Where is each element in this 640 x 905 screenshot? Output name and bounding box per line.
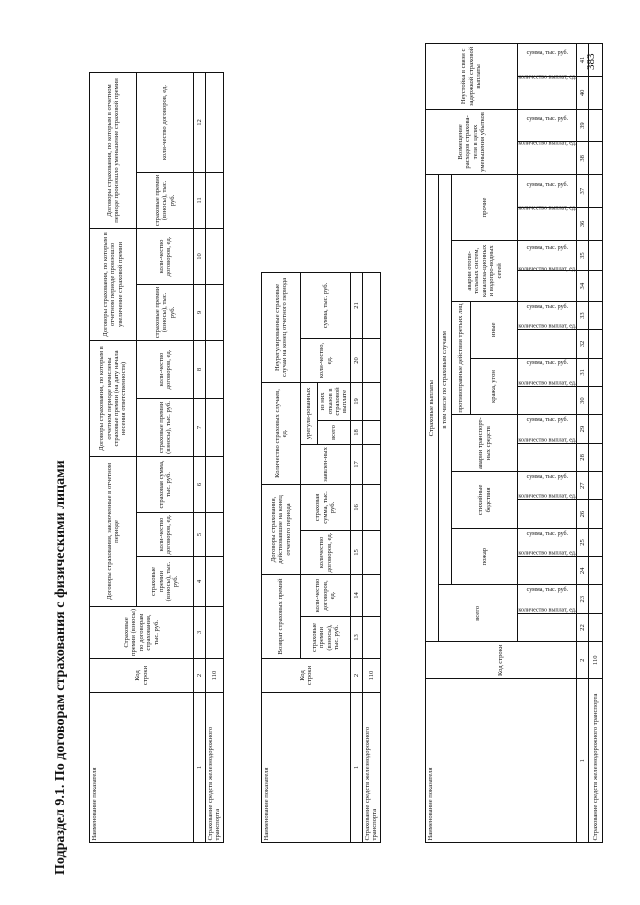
rotated-form-page (45, 43, 605, 883)
data-cell[interactable] (206, 456, 224, 512)
column-number: 22 (577, 613, 589, 641)
header-payouts: Страховые выплаты (426, 175, 439, 642)
column-number: 28 (577, 443, 589, 471)
subheader: страховые премии (взносы), тыс. руб. (137, 284, 194, 340)
data-cell[interactable] (589, 415, 603, 443)
column-number: 16 (351, 484, 363, 530)
column-number: 1 (577, 679, 589, 843)
data-cell[interactable] (206, 513, 224, 557)
header-name: Наименование показателя (426, 679, 577, 843)
subheader-count: количество выплат, ед. (518, 557, 577, 585)
data-cell[interactable] (363, 272, 381, 338)
page-number: 383 (585, 53, 597, 70)
subheader: сумма, тыс. руб. (301, 272, 351, 338)
column-number: 21 (351, 272, 363, 338)
subheader: урегули-рованных (301, 382, 318, 444)
column-number: 15 (351, 530, 363, 574)
row-name: Страхование средств железнодорожного транспорта (589, 679, 603, 843)
subheader: коли-чество договоров, ед. (137, 228, 194, 284)
data-cell[interactable] (589, 330, 603, 358)
header-decrease: Договоры страхования, по которым в отчетном периоде произошло уменьшение страховой премии (90, 72, 137, 228)
subheader-count: количество выплат, ед. (518, 76, 577, 109)
header-name: Наименование показателя (262, 693, 351, 843)
data-cell[interactable] (589, 358, 603, 386)
subheader-sum: сумма, тыс. руб. (518, 175, 577, 208)
column-number: 3 (194, 607, 206, 659)
header-concluded: Договоры страхования, заключенные в отчетном периоде (90, 456, 137, 606)
header-by-cases: в том числе по страховым случаям (439, 175, 452, 585)
column-number: 29 (577, 415, 589, 443)
data-cell[interactable] (206, 557, 224, 607)
header-total: всего (439, 585, 518, 642)
column-number: 27 (577, 472, 589, 500)
data-cell[interactable] (206, 72, 224, 172)
row-name: Страхование средств железнодорожного транспорта (206, 693, 224, 843)
header-increase: Договоры страхования, по которым в отчетном периоде произошло увеличение страховой премии (90, 228, 137, 340)
data-cell[interactable] (589, 557, 603, 585)
data-cell[interactable] (589, 528, 603, 556)
header-name: Наименование показателя (90, 693, 194, 843)
subheader: кража, угон (471, 358, 518, 415)
data-cell[interactable] (589, 76, 603, 109)
column-number: 40 (577, 76, 589, 109)
subheader-sum: сумма, тыс. руб. (518, 472, 577, 500)
data-cell[interactable] (206, 172, 224, 228)
column-number: 1 (351, 693, 363, 843)
row-code: 110 (589, 642, 603, 679)
column-number: 25 (577, 528, 589, 556)
data-cell[interactable] (363, 338, 381, 382)
data-cell[interactable] (206, 284, 224, 340)
subheader-count: количество выплат, ед. (518, 208, 577, 241)
subheader: страховая сумма, тыс. руб. (137, 456, 194, 512)
table-returns-cases (261, 272, 381, 843)
subheader-sum: сумма, тыс. руб. (518, 240, 577, 271)
data-cell[interactable] (589, 44, 603, 77)
data-cell[interactable] (206, 398, 224, 456)
subheader: страховые премии (взносы), тыс. руб. (137, 172, 194, 228)
column-number: 19 (351, 382, 363, 420)
subheader: страховые премии (взносы), тыс. руб. (301, 617, 351, 659)
column-number: 5 (194, 513, 206, 557)
header-code: Код строки (90, 659, 194, 693)
subheader: заявлен-ных (301, 444, 351, 484)
subheader: страховые премии (взносы), тыс. руб. (137, 398, 194, 456)
subheader: коли-чество договоров, ед. (137, 340, 194, 398)
subheader: коли-чество договоров, ед. (137, 513, 194, 557)
column-number: 34 (577, 271, 589, 302)
subheader: коли-чество, ед. (301, 338, 351, 382)
column-number: 41 (577, 44, 589, 77)
subheader-sum: сумма, тыс. руб. (518, 528, 577, 556)
data-cell[interactable] (363, 484, 381, 530)
column-number: 31 (577, 358, 589, 386)
column-number: 10 (194, 228, 206, 284)
data-cell[interactable] (363, 444, 381, 484)
column-number: 39 (577, 109, 589, 142)
header-premiums: Страховые премии (взносы) по договорам страхования, тыс. руб. (90, 607, 194, 659)
column-number: 12 (194, 72, 206, 172)
data-cell[interactable] (363, 420, 381, 444)
subheader: количество договоров, ед. (301, 530, 351, 574)
subheader: страховые премии (взносы), тыс. руб. (137, 557, 194, 607)
header-returned: Возврат страховых премий (262, 574, 301, 658)
header-heating: аварии отопи-тельных систем, канализа-ционных и водопро-водных сетей (452, 240, 518, 301)
subheader-count: количество выплат, ед. (518, 500, 577, 528)
data-cell[interactable] (589, 443, 603, 471)
column-number: 6 (194, 456, 206, 512)
data-cell[interactable] (589, 142, 603, 175)
header-code: Код строки (426, 642, 577, 679)
header-penalty: Неустойка в связи с задержкой страховой выплаты (426, 44, 518, 110)
header-reimbursement: Возмещение расходов страхова-теля в целях уменьшения убытков (426, 109, 518, 174)
header-transport: аварии транспорт-ных средств (452, 415, 518, 472)
column-number: 13 (351, 617, 363, 659)
data-cell[interactable] (589, 175, 603, 208)
subheader-count: количество выплат, ед. (518, 386, 577, 414)
column-number: 32 (577, 330, 589, 358)
data-cell[interactable] (589, 472, 603, 500)
column-number: 26 (577, 500, 589, 528)
subheader-sum: сумма, тыс. руб. (518, 415, 577, 443)
column-number: 17 (351, 444, 363, 484)
column-number: 2 (194, 659, 206, 693)
header-natural: стихийные бедствия (452, 472, 518, 529)
column-number: 8 (194, 340, 206, 398)
table-premiums (89, 72, 224, 843)
data-cell[interactable] (206, 607, 224, 659)
subheader: всего (318, 420, 351, 444)
column-number: 35 (577, 240, 589, 271)
subheader-sum: сумма, тыс. руб. (518, 109, 577, 142)
header-cases: Количество страховых случаев, ед. (262, 382, 301, 484)
data-cell[interactable] (206, 340, 224, 398)
subheader-sum: сумма, тыс. руб. (518, 301, 577, 329)
column-number: 7 (194, 398, 206, 456)
subheader-sum: сумма, тыс. руб. (518, 585, 577, 613)
column-number: 37 (577, 175, 589, 208)
row-name: Страхование средств железнодорожного транспорта (363, 693, 381, 843)
subheader-sum: сумма, тыс. руб. (518, 44, 577, 77)
subheader: из них отказов в страховой выплате (318, 382, 351, 420)
data-cell[interactable] (363, 617, 381, 659)
column-number: 18 (351, 420, 363, 444)
column-number: 2 (351, 659, 363, 693)
subheader-count: количество выплат, ед. (518, 330, 577, 358)
data-cell[interactable] (589, 109, 603, 142)
header-liability: Договоры страхования, по которым в отчетном периоде начислены страховые премии (на дату начала несения ответственности) (90, 340, 137, 456)
subheader-count: количество выплат, ед. (518, 142, 577, 175)
data-cell[interactable] (589, 208, 603, 241)
column-number: 4 (194, 557, 206, 607)
row-code: 110 (206, 659, 224, 693)
subheader-sum: сумма, тыс. руб. (518, 358, 577, 386)
header-third-party: противоправные действия третьих лиц (452, 301, 471, 414)
header-unsettled: Неурегулированные страховые случаи на конец отчетного периода (262, 272, 301, 382)
data-cell[interactable] (206, 228, 224, 284)
column-number: 2 (577, 642, 589, 679)
table-payouts (425, 43, 603, 843)
column-number: 1 (194, 693, 206, 843)
header-code: Код строки (262, 659, 351, 693)
header-other: прочие (452, 175, 518, 241)
column-number: 20 (351, 338, 363, 382)
subheader: коли-чество договоров, ед. (137, 72, 194, 172)
data-cell[interactable] (363, 574, 381, 616)
column-number: 36 (577, 208, 589, 241)
column-number: 33 (577, 301, 589, 329)
data-cell[interactable] (589, 500, 603, 528)
data-cell[interactable] (589, 585, 603, 613)
header-active: Договоры страхования, действовавшие на конец отчетного периода (262, 484, 301, 574)
data-cell[interactable] (589, 613, 603, 641)
data-cell[interactable] (589, 240, 603, 271)
subheader: страховая сумма, тыс. руб. (301, 484, 351, 530)
column-number: 30 (577, 386, 589, 414)
data-cell[interactable] (589, 386, 603, 414)
subheader-count: количество выплат, ед. (518, 613, 577, 641)
header-fire: пожар (452, 528, 518, 585)
column-number: 9 (194, 284, 206, 340)
subheader-count: количество выплат, ед. (518, 271, 577, 302)
column-number: 11 (194, 172, 206, 228)
row-code: 110 (363, 659, 381, 693)
data-cell[interactable] (363, 530, 381, 574)
data-cell[interactable] (589, 271, 603, 302)
data-cell[interactable] (363, 382, 381, 420)
subheader: коли-чество договоров, ед. (301, 574, 351, 616)
column-number: 38 (577, 142, 589, 175)
column-number: 24 (577, 557, 589, 585)
subheader: иные (471, 301, 518, 358)
subheader-count: количество выплат, ед. (518, 443, 577, 471)
data-cell[interactable] (589, 301, 603, 329)
column-number: 23 (577, 585, 589, 613)
column-number: 14 (351, 574, 363, 616)
subsection-title: Подраздел 9.1. По договорам страхования с физическими лицами (53, 460, 68, 875)
